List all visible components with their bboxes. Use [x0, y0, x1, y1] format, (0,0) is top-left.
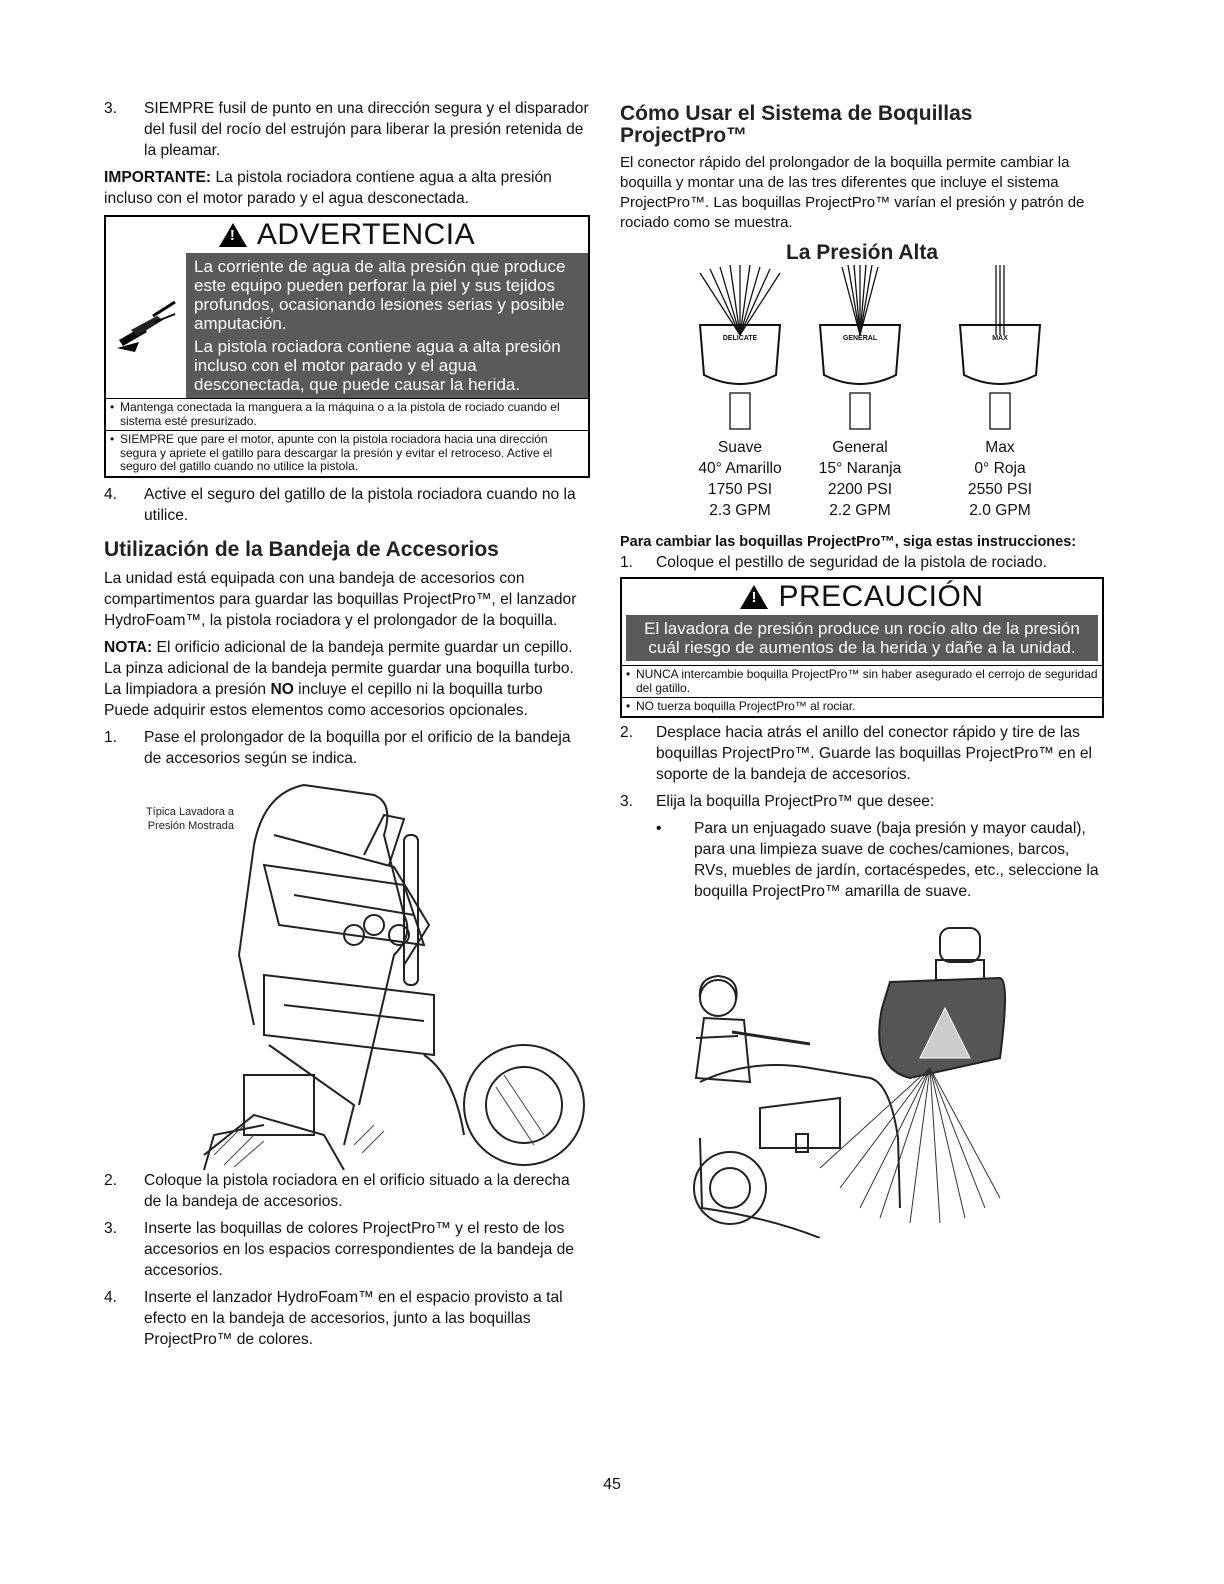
precaucion-title: PRECAUCIÓN	[778, 580, 984, 613]
nozzle-gpm: 2.3 GPM	[709, 502, 771, 519]
nozzle-figure	[620, 265, 1104, 525]
bandeja-step-3	[104, 1218, 590, 1281]
change-heading: Para cambiar las boquillas ProjectPro™, siga estas instrucciones:	[620, 534, 1077, 550]
step-text: Coloque la pistola rociadora en el orificio situado a la derecha de la bandeja de accesorios.	[144, 1171, 570, 1210]
precaucion-box	[620, 577, 1104, 718]
bullet-dot: •	[656, 819, 662, 837]
step-number: 4.	[104, 485, 118, 503]
advertencia-dark-text-1: La corriente de agua de alta presión que produce este equipo pueden perforar la piel y sus tejidos profundos, ocasionando lesiones serias y posible amputación.	[186, 253, 588, 337]
step-number: 3.	[104, 100, 118, 117]
right-column	[620, 98, 1104, 1238]
precaucion-title-row	[622, 579, 1102, 615]
step-text: Pase el prolongador de la boquilla por el orificio de la bandeja de accesorios según se indica.	[144, 728, 571, 767]
nozzle-spec-suave	[680, 437, 800, 521]
nozzle-angle: 15° Naranja	[818, 460, 902, 477]
advertencia-box	[104, 215, 590, 478]
pressure-title: La Presión Alta	[785, 241, 939, 264]
projectpro-intro: El conector rápido del prolongador de la boquilla permite cambiar la boquilla y montar una de las tres diferentes que incluye el sistema ProjectPro™. Las boquillas ProjectPro™ varían el presión y patrón de rociado como se muestra.	[620, 154, 1085, 231]
step-number: 1.	[104, 728, 118, 746]
bandeja-heading: Utilización de la Bandeja de Accesorios	[104, 537, 499, 561]
left-column	[104, 98, 590, 1356]
importante-text: La pistola rociadora contiene agua a alta presión incluso con el motor parado y el agua desconectada.	[104, 169, 552, 207]
nozzle-tag-general: GENERAL	[842, 335, 878, 342]
nozzle-name: General	[832, 439, 888, 456]
step-text: SIEMPRE fusil de punto en una dirección segura y el disparador del fusil del rocío del estrujón para liberar la presión retenida de la pleamar.	[144, 100, 589, 159]
step-text: Inserte las boquillas de colores ProjectPro™ y el resto de los accesorios en los espacios correspondientes de la bandeja de accesorios.	[144, 1219, 574, 1279]
step-number: 2.	[104, 1171, 118, 1189]
step-number: 4.	[104, 1288, 118, 1306]
nota-no: NO	[270, 680, 294, 698]
bullet-text: Para un enjuagado suave (baja presión y mayor caudal), para una limpieza suave de coches/camiones, barcos, RVs, muebles de jardín, cortacéspedes, etc., seleccione la boquilla ProjectPro™ amarilla de suave.	[694, 819, 1099, 900]
nota-text: El orificio adicional de la bandeja permite guardar un cepillo. La pinza adicional de la bandeja permite guardar una boquilla turbo. La limpiadora a presión	[104, 638, 574, 698]
nozzle-angle: 40° Amarillo	[698, 460, 782, 477]
importante-note	[104, 167, 590, 209]
pressure-washer-drawing	[104, 775, 590, 1170]
precaucion-bullet-2: • NO tuerza boquilla ProjectPro™ al rociar.	[622, 697, 1102, 716]
precaucion-bullet-1: • NUNCA intercambie boquilla ProjectPro™ sin haber asegurado el cerrojo de seguridad del gatillo.	[622, 665, 1102, 697]
figure-caption: Típica Lavadora a Presión Mostrada	[145, 805, 234, 832]
suave-bullet	[620, 818, 1104, 902]
step-4-seguro	[104, 484, 590, 526]
nota-label: NOTA:	[104, 638, 153, 656]
nozzle-angle: 0° Roja	[974, 460, 1026, 477]
nozzle-name: Suave	[717, 439, 763, 456]
injection-hazard-icon	[106, 253, 186, 398]
advertencia-title-row	[106, 217, 588, 253]
nozzle-tag-max: MAX	[992, 335, 1008, 342]
car-wash-drawing	[620, 908, 1104, 1238]
bandeja-step-1	[104, 727, 590, 769]
nozzle-psi: 2200 PSI	[827, 481, 893, 498]
advertencia-content	[106, 253, 588, 398]
nozzle-gpm: 2.0 GPM	[969, 502, 1031, 519]
bandeja-step-2	[104, 1170, 590, 1212]
importante-label: IMPORTANTE:	[104, 169, 212, 186]
nota-text-2: incluye el cepillo ni la boquilla turbo Puede adquirir estos elementos como accesorios opcionales.	[104, 680, 543, 719]
step-number: 3.	[104, 1219, 118, 1237]
change-step-1	[620, 552, 1104, 573]
advertencia-title: ADVERTENCIA	[256, 218, 476, 251]
step-text: Elija la boquilla ProjectPro™ que desee:	[656, 792, 935, 810]
nozzle-name: Max	[985, 439, 1015, 456]
step-text: Inserte el lanzador HydroFoam™ en el espacio provisto a tal efecto en la bandeja de accesorios, junto a las boquillas ProjectPro™ de colores.	[144, 1288, 563, 1348]
step-text: Active el seguro del gatillo de la pistola rociadora cuando no la utilice.	[144, 485, 576, 524]
advertencia-dark-panel	[186, 253, 588, 398]
nozzle-psi: 2550 PSI	[967, 481, 1033, 498]
projectpro-heading: Cómo Usar el Sistema de Boquillas ProjectPro™	[620, 102, 973, 147]
precaucion-dark-text: El lavadora de presión produce un rocío alto de la presión cuál riesgo de aumentos de la herida y dañe a la unidad.	[626, 615, 1098, 661]
advertencia-bullet-2: • SIEMPRE que pare el motor, apunte con la pistola rociadora hacia una dirección segura y apriete el gatillo para descargar la presión y evitar el retroceso. Active el seguro del gatillo cuando no utilice la pistola.	[106, 430, 588, 476]
bandeja-para: La unidad está equipada con una bandeja de accesorios con compartimentos para guardar las boquillas ProjectPro™, el lanzador HydroFoam™, la pistola rociadora y el prolongador de la boquilla.	[104, 569, 577, 629]
accessory-tray-figure	[104, 775, 590, 1170]
nota-para	[104, 637, 590, 721]
page-number: 45	[603, 1476, 621, 1493]
change-step-3	[620, 791, 1104, 812]
warning-triangle-icon	[219, 223, 247, 247]
step-text: Coloque el pestillo de seguridad de la pistola de rociado.	[656, 554, 1047, 571]
nozzle-psi: 1750 PSI	[707, 481, 773, 498]
nozzle-spec-max	[940, 437, 1060, 521]
step-number: 1.	[620, 554, 634, 571]
warning-triangle-icon	[740, 585, 768, 609]
advertencia-dark-text-2: La pistola rociadora contiene agua a alta presión incluso con el motor parado y el agua desconectada, que puede causar la herida.	[186, 337, 588, 398]
change-step-2	[620, 722, 1104, 785]
step-number: 2.	[620, 723, 634, 741]
nozzle-gpm: 2.2 GPM	[829, 502, 891, 519]
nozzle-drawings	[620, 265, 1104, 435]
step-number: 3.	[620, 792, 634, 810]
step-3-siempre	[104, 98, 590, 161]
nozzle-spec-general	[800, 437, 920, 521]
bandeja-step-4	[104, 1287, 590, 1350]
nozzle-tag-delicate: DELICATE	[722, 335, 758, 342]
step-text: Desplace hacia atrás el anillo del conector rápido y tire de las boquillas ProjectPro™. Guarde las boquillas ProjectPro™ en el soporte de la bandeja de accesorios.	[656, 723, 1092, 783]
car-wash-figure	[620, 908, 1104, 1238]
advertencia-bullet-1: • Mantenga conectada la manguera a la máquina o a la pistola de rociado cuando el sistema esté presurizado.	[106, 398, 588, 430]
